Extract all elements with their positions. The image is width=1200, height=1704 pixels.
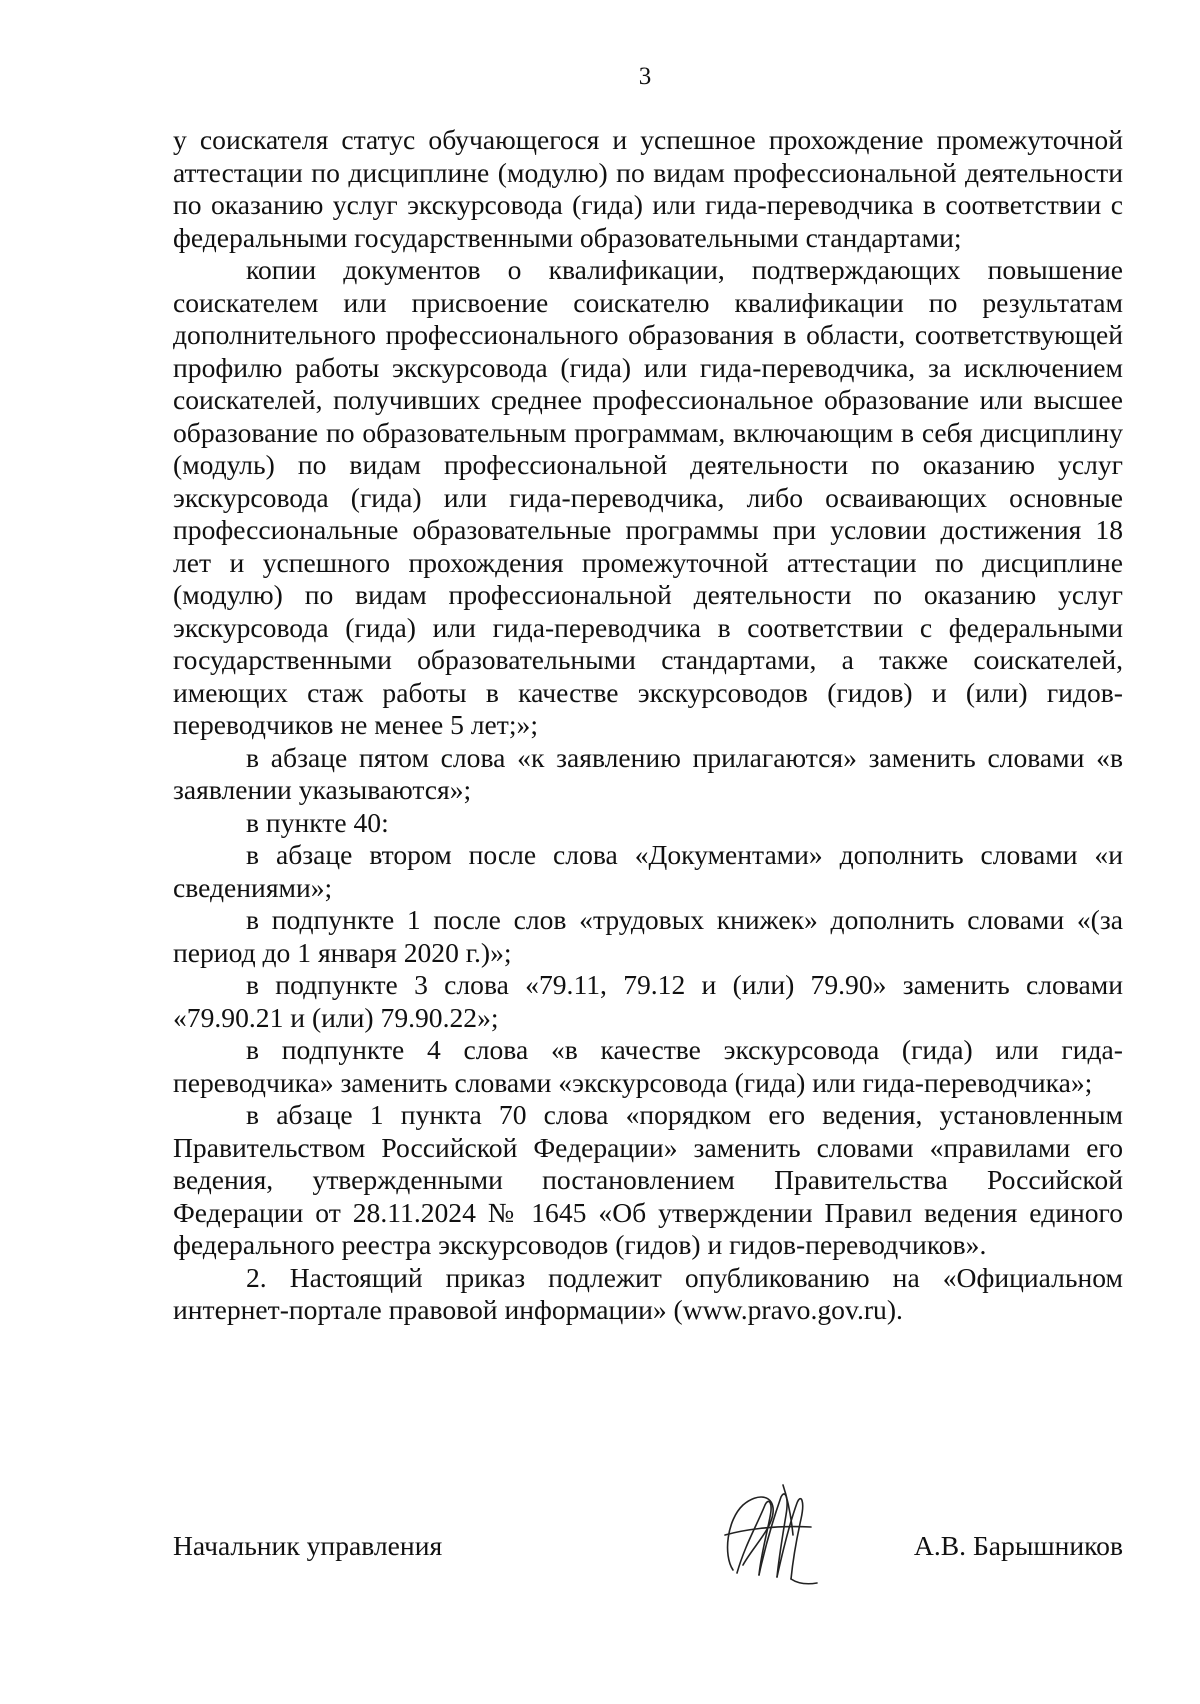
document-body <box>173 124 1123 1327</box>
paragraph-3: в абзаце пятом слова «к заявлению прилагаются» заменить словами «в заявлении указываются»; <box>173 741 1123 805</box>
paragraph-1: у соискателя статус обучающегося и успешное прохождение промежуточной аттестации по дисциплине (модулю) по видам профессиональной деятельности по оказанию услуг экскурсовода (гида) или гида-переводчика в соответствии с федеральными государственными образовательными стандартами; <box>173 124 1123 253</box>
paragraph-8: в подпункте 4 слова «в качестве экскурсовода (гида) или гида-переводчика» заменить словами «экскурсовода (гида) или гида-переводчика»; <box>173 1034 1123 1098</box>
paragraph-9: в абзаце 1 пункта 70 слова «порядком его ведения, установленным Правительством Российской Федерации» заменить словами «правилами его ведения, утвержденными постановлением Правительства Российской Федерации от 28.11.2024 № 1645 «Об утверждении Правил ведения единого федерального реестра экскурсоводов (гидов) и гидов-переводчиков». <box>173 1099 1123 1260</box>
paragraph-6: в подпункте 1 после слов «трудовых книжек» дополнить словами «(за период до 1 января 2020 г.)»; <box>173 904 1123 968</box>
paragraph-5: в абзаце втором после слова «Документами» дополнить словами «и сведениями»; <box>173 839 1123 903</box>
signatory-position: Начальник управления <box>173 1530 443 1561</box>
handwritten-signature <box>713 1475 823 1595</box>
signature-block <box>173 1510 1123 1570</box>
signatory-name: А.В. Барышников <box>913 1530 1123 1561</box>
paragraph-4: в пункте 40: <box>246 806 389 838</box>
paragraph-10: 2. Настоящий приказ подлежит опубликованию на «Официальном интернет-портале правовой информации» (www.pravo.gov.ru). <box>173 1261 1123 1325</box>
paragraph-2: копии документов о квалификации, подтверждающих повышение соискателем или присвоение соискателю квалификации по результатам дополнительного профессионального образования в области, соответствующей профилю работы экскурсовода (гида) или гида-переводчика, за исключением соискателей, получивших среднее профессиональное образование или высшее образование по образовательным программам, включающим в себя дисциплину (модуль) по видам профессиональной деятельности по оказанию услуг экскурсовода (гида) или гида-переводчика, либо осваивающих основные профессиональные образовательные программы при условии достижения 18 лет и успешного прохождения промежуточной аттестации по дисциплине (модулю) по видам профессиональной деятельности по оказанию услуг экскурсовода (гида) или гида-переводчика в соответствии с федеральными государственными образовательными стандартами, а также соискателей, имеющих стаж работы в качестве экскурсоводов (гидов) и (или) гидов-переводчиков не менее 5 лет;»; <box>173 254 1123 740</box>
page-number: 3 <box>638 63 652 90</box>
paragraph-7: в подпункте 3 слова «79.11, 79.12 и (или) 79.90» заменить словами «79.90.21 и (или) 79.90.22»; <box>173 969 1123 1033</box>
